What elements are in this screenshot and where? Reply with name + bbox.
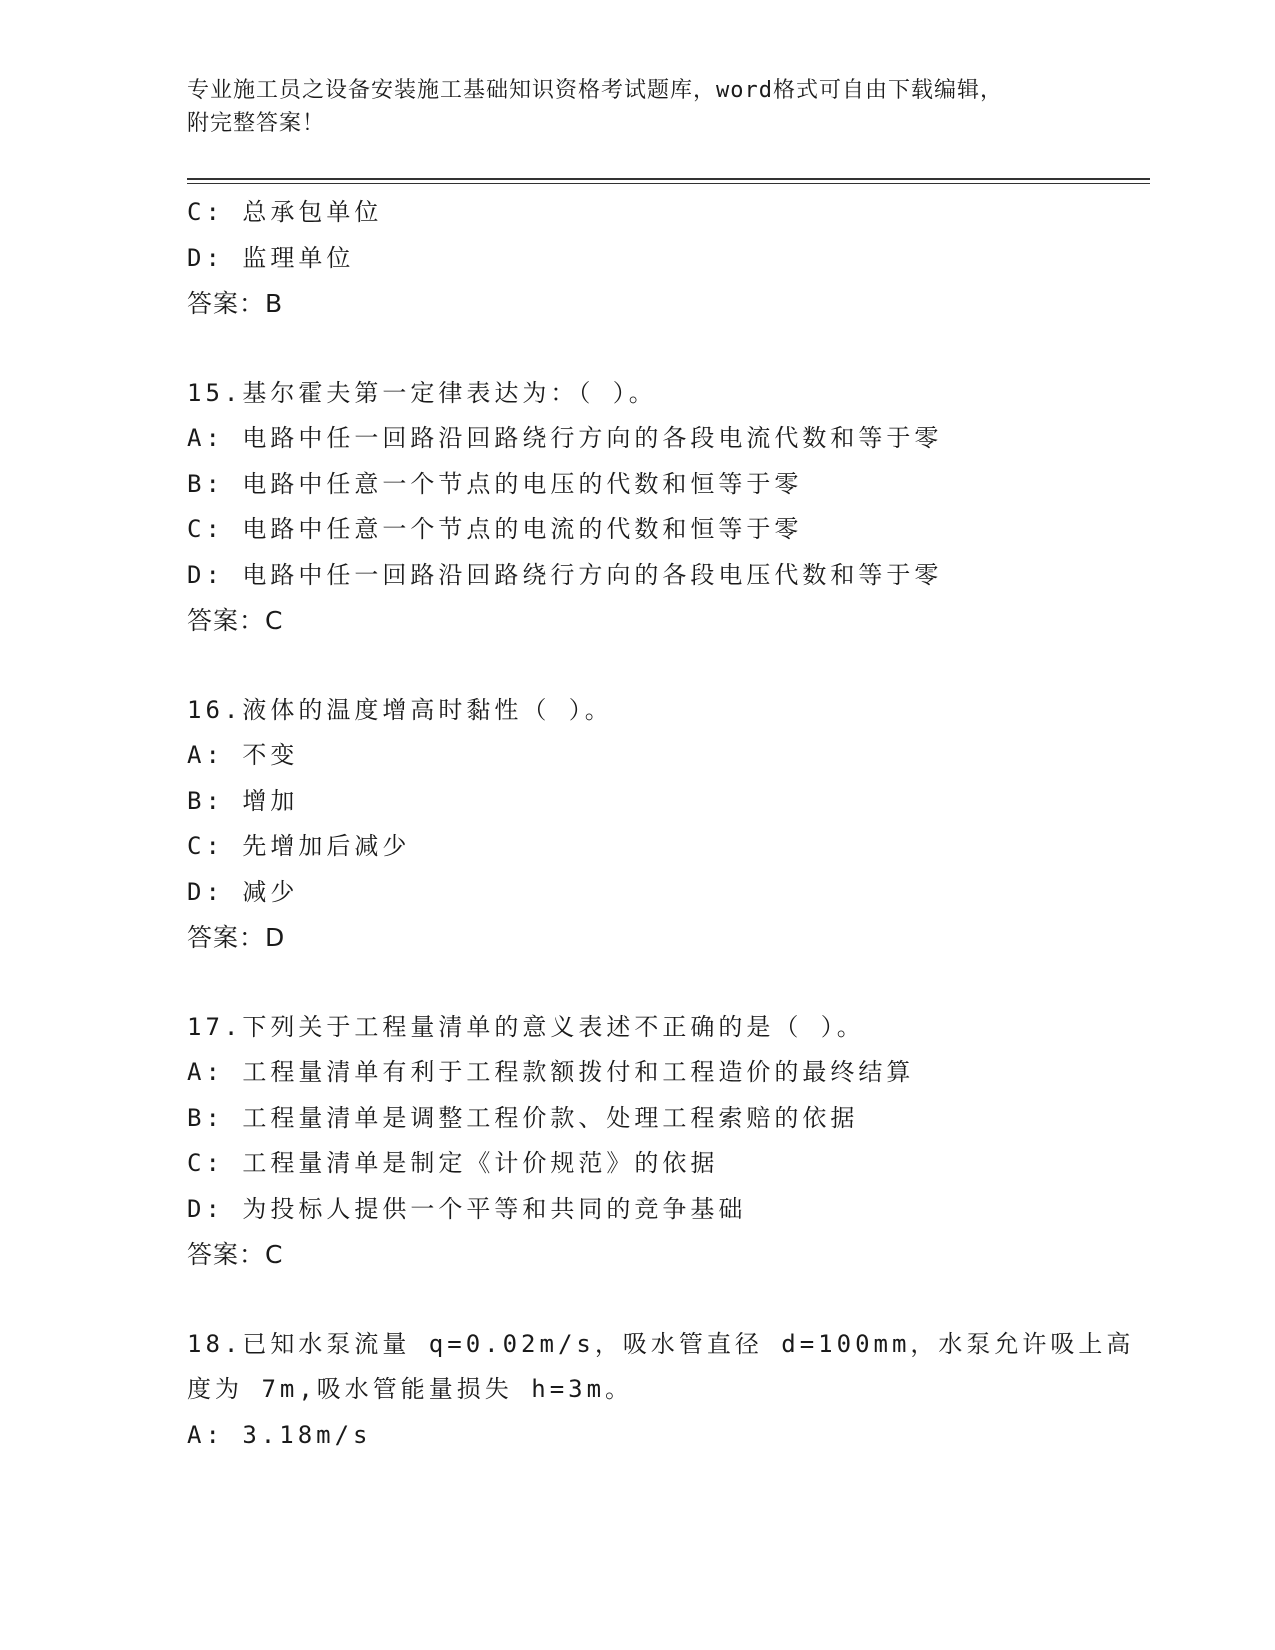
option-a: A: 3.18m/s [187,1420,372,1449]
header-line-1: 专业施工员之设备安装施工基础知识资格考试题库，word格式可自由下载编辑， [187,78,1003,103]
option-a: A: 工程量清单有利于工程款额拨付和工程造价的最终结算 [187,1058,915,1086]
header-divider-thick [187,178,1150,180]
option-c: C: 先增加后减少 [187,832,411,860]
question-16 [187,688,1147,961]
option-c: C: 电路中任意一个节点的电流的代数和恒等于零 [187,515,803,543]
question-stem-line-2: 度为 7m,吸水管能量损失 h=3m。 [187,1375,634,1403]
answer-line: 答案：B [187,289,284,318]
option-d: D: 减少 [187,877,299,906]
question-stem-line-1: 18.已知水泵流量 q=0.02m/s，吸水管直径 d=100mm，水泵允许吸上高 [187,1329,1135,1358]
header-divider-thin [187,183,1150,184]
question-15 [187,371,1147,644]
option-d: D: 电路中任一回路沿回路绕行方向的各段电压代数和等于零 [187,560,943,589]
option-a: A: 不变 [187,741,299,769]
option-d: D: 为投标人提供一个平等和共同的竞争基础 [187,1194,747,1223]
question-stem: 15.基尔霍夫第一定律表达为：（ ）。 [187,378,657,407]
option-b: B: 工程量清单是调整工程价款、处理工程索赔的依据 [187,1103,859,1132]
option-b: B: 电路中任意一个节点的电压的代数和恒等于零 [187,469,803,498]
option-d: D: 监理单位 [187,243,355,272]
answer-line: 答案：D [187,923,286,952]
question-stem: 17.下列关于工程量清单的意义表述不正确的是（ ）。 [187,1012,865,1041]
question-list [187,190,1147,1458]
question-stem: 16.液体的温度增高时黏性（ ）。 [187,695,613,724]
option-c: C: 总承包单位 [187,198,383,226]
answer-line: 答案：C [187,1240,284,1269]
option-a: A: 电路中任一回路沿回路绕行方向的各段电流代数和等于零 [187,424,943,452]
option-b: B: 增加 [187,786,299,815]
document-header [187,74,1067,140]
question-14-tail [187,190,1147,327]
option-c: C: 工程量清单是制定《计价规范》的依据 [187,1149,719,1177]
question-18 [187,1322,1147,1459]
header-line-2: 附完整答案！ [187,111,326,136]
answer-line: 答案：C [187,606,284,635]
question-17 [187,1005,1147,1278]
